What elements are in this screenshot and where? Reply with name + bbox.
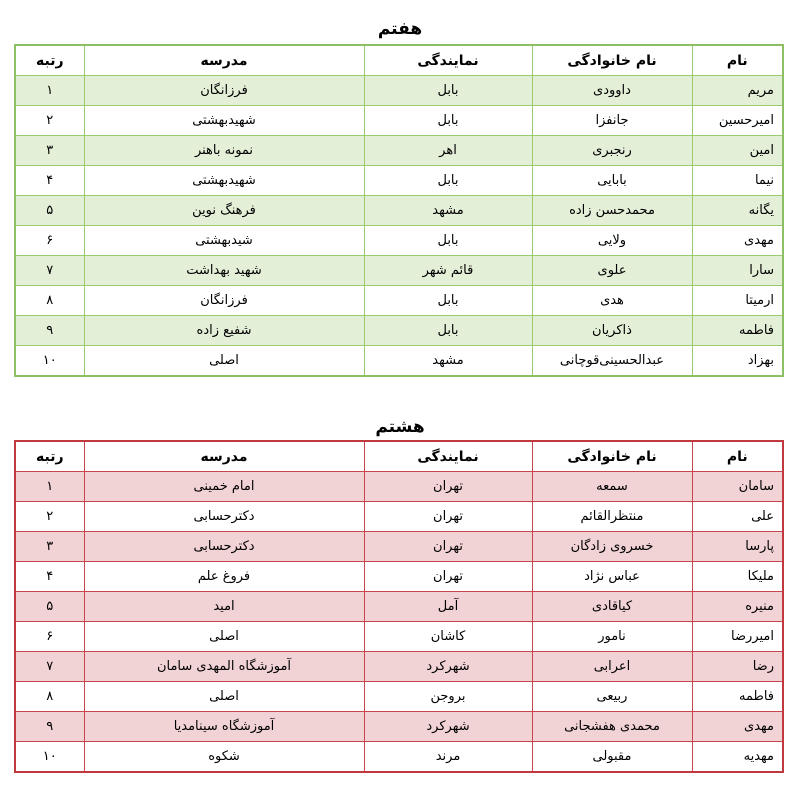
student-family-cell: محمدی هفشجانی xyxy=(532,712,692,742)
representation-cell: بابل xyxy=(364,316,532,346)
school-cell: آموزشگاه المهدی سامان xyxy=(84,652,364,682)
rank-cell: ۴ xyxy=(15,166,84,196)
header-family: نام خانوادگی xyxy=(532,441,692,472)
table-row xyxy=(15,622,783,652)
eighth-grade-title: هشتم xyxy=(375,417,425,437)
school-cell: امام خمینی xyxy=(84,472,364,502)
rank-cell: ۶ xyxy=(15,226,84,256)
student-family-cell: نامور xyxy=(532,622,692,652)
table-row xyxy=(15,652,783,682)
table-header-row xyxy=(15,441,783,472)
school-cell: شفیع زاده xyxy=(84,316,364,346)
header-name: نام xyxy=(692,441,783,472)
school-cell: شهیدبهشتی xyxy=(84,166,364,196)
table-row xyxy=(15,286,783,316)
representation-cell: تهران xyxy=(364,562,532,592)
student-family-cell: محمدحسن زاده xyxy=(532,196,692,226)
student-name-cell: امیرحسین xyxy=(692,106,783,136)
rank-cell: ۱ xyxy=(15,472,84,502)
school-cell: دکترحسابی xyxy=(84,532,364,562)
representation-cell: اهر xyxy=(364,136,532,166)
student-name-cell: بهزاد xyxy=(692,346,783,377)
student-name-cell: نیما xyxy=(692,166,783,196)
representation-cell: تهران xyxy=(364,532,532,562)
table-row xyxy=(15,712,783,742)
student-family-cell: رنجبری xyxy=(532,136,692,166)
rank-cell: ۷ xyxy=(15,256,84,286)
school-cell: شیدبهشتی xyxy=(84,226,364,256)
representation-cell: بابل xyxy=(364,166,532,196)
seventh-grade-section xyxy=(0,0,800,368)
student-name-cell: منیره xyxy=(692,592,783,622)
student-name-cell: امین xyxy=(692,136,783,166)
rank-cell: ۸ xyxy=(15,682,84,712)
representation-cell: کاشان xyxy=(364,622,532,652)
table-row xyxy=(15,742,783,773)
header-name: نام xyxy=(692,45,783,76)
representation-cell: بروجن xyxy=(364,682,532,712)
table-row xyxy=(15,562,783,592)
table-row xyxy=(15,532,783,562)
student-name-cell: فاطمه xyxy=(692,682,783,712)
rank-cell: ۱ xyxy=(15,76,84,106)
student-name-cell: سامان xyxy=(692,472,783,502)
rank-cell: ۴ xyxy=(15,562,84,592)
student-name-cell: ملیکا xyxy=(692,562,783,592)
representation-cell: مرند xyxy=(364,742,532,773)
rank-cell: ۳ xyxy=(15,136,84,166)
table-row xyxy=(15,316,783,346)
student-family-cell: ربیعی xyxy=(532,682,692,712)
student-family-cell: خسروی زادگان xyxy=(532,532,692,562)
header-representation: نمایندگی xyxy=(364,441,532,472)
seventh-grade-title: هفتم xyxy=(377,19,423,39)
student-family-cell: عبدالحسینی‌قوچانی xyxy=(532,346,692,377)
school-cell: دکترحسابی xyxy=(84,502,364,532)
representation-cell: تهران xyxy=(364,472,532,502)
student-family-cell: اعرابی xyxy=(532,652,692,682)
table-row xyxy=(15,502,783,532)
school-cell: نمونه باهنر xyxy=(84,136,364,166)
representation-cell: آمل xyxy=(364,592,532,622)
header-rank: رتبه xyxy=(15,45,84,76)
student-name-cell: علی xyxy=(692,502,783,532)
table-row xyxy=(15,226,783,256)
header-school: مدرسه xyxy=(84,441,364,472)
school-cell: شهیدبهشتی xyxy=(84,106,364,136)
representation-cell: بابل xyxy=(364,106,532,136)
student-family-cell: جانفزا xyxy=(532,106,692,136)
table-row xyxy=(15,76,783,106)
header-school: مدرسه xyxy=(84,45,364,76)
school-cell: امید xyxy=(84,592,364,622)
student-family-cell: منتظرالقائم xyxy=(532,502,692,532)
school-cell: شهید بهداشت xyxy=(84,256,364,286)
rank-cell: ۱۰ xyxy=(15,346,84,377)
header-rank: رتبه xyxy=(15,441,84,472)
representation-cell: بابل xyxy=(364,286,532,316)
student-family-cell: هدی xyxy=(532,286,692,316)
header-representation: نمایندگی xyxy=(364,45,532,76)
student-family-cell: ولایی xyxy=(532,226,692,256)
rank-cell: ۹ xyxy=(15,316,84,346)
student-name-cell: مهدی xyxy=(692,712,783,742)
table-row xyxy=(15,196,783,226)
student-name-cell: رضا xyxy=(692,652,783,682)
rank-cell: ۷ xyxy=(15,652,84,682)
rank-cell: ۵ xyxy=(15,196,84,226)
representation-cell: بابل xyxy=(364,226,532,256)
eighth-grade-table xyxy=(14,440,784,773)
school-cell: فرزانگان xyxy=(84,286,364,316)
student-name-cell: پارسا xyxy=(692,532,783,562)
student-family-cell: بابایی xyxy=(532,166,692,196)
student-name-cell: یگانه xyxy=(692,196,783,226)
table-header-row xyxy=(15,45,783,76)
rank-cell: ۱۰ xyxy=(15,742,84,773)
eighth-grade-section xyxy=(0,398,800,764)
school-cell: فرهنگ نوین xyxy=(84,196,364,226)
rank-cell: ۹ xyxy=(15,712,84,742)
school-cell: فروغ علم xyxy=(84,562,364,592)
student-family-cell: سمعه xyxy=(532,472,692,502)
student-name-cell: مهدی xyxy=(692,226,783,256)
student-name-cell: فاطمه xyxy=(692,316,783,346)
school-cell: آموزشگاه سینامدیا xyxy=(84,712,364,742)
student-family-cell: عباس نژاد xyxy=(532,562,692,592)
table-row xyxy=(15,256,783,286)
student-name-cell: مهدیه xyxy=(692,742,783,773)
rank-cell: ۸ xyxy=(15,286,84,316)
table-row xyxy=(15,472,783,502)
rank-cell: ۵ xyxy=(15,592,84,622)
table-row xyxy=(15,682,783,712)
rank-cell: ۳ xyxy=(15,532,84,562)
representation-cell: شهرکرد xyxy=(364,712,532,742)
table-row xyxy=(15,136,783,166)
rank-cell: ۲ xyxy=(15,502,84,532)
seventh-grade-table xyxy=(14,44,784,377)
student-family-cell: داوودی xyxy=(532,76,692,106)
rank-cell: ۲ xyxy=(15,106,84,136)
student-name-cell: ارمیتا xyxy=(692,286,783,316)
header-family: نام خانوادگی xyxy=(532,45,692,76)
representation-cell: قائم شهر xyxy=(364,256,532,286)
school-cell: شکوه xyxy=(84,742,364,773)
student-name-cell: امیررضا xyxy=(692,622,783,652)
rank-cell: ۶ xyxy=(15,622,84,652)
table-row xyxy=(15,592,783,622)
table-row xyxy=(15,106,783,136)
representation-cell: شهرکرد xyxy=(364,652,532,682)
table-row xyxy=(15,346,783,377)
student-family-cell: کیاقادی xyxy=(532,592,692,622)
student-name-cell: سارا xyxy=(692,256,783,286)
school-cell: اصلی xyxy=(84,622,364,652)
table-row xyxy=(15,166,783,196)
representation-cell: بابل xyxy=(364,76,532,106)
student-family-cell: مقبولی xyxy=(532,742,692,773)
student-name-cell: مریم xyxy=(692,76,783,106)
representation-cell: تهران xyxy=(364,502,532,532)
representation-cell: مشهد xyxy=(364,346,532,377)
school-cell: اصلی xyxy=(84,346,364,377)
student-family-cell: ذاکریان xyxy=(532,316,692,346)
representation-cell: مشهد xyxy=(364,196,532,226)
school-cell: فرزانگان xyxy=(84,76,364,106)
student-family-cell: علوی xyxy=(532,256,692,286)
school-cell: اصلی xyxy=(84,682,364,712)
